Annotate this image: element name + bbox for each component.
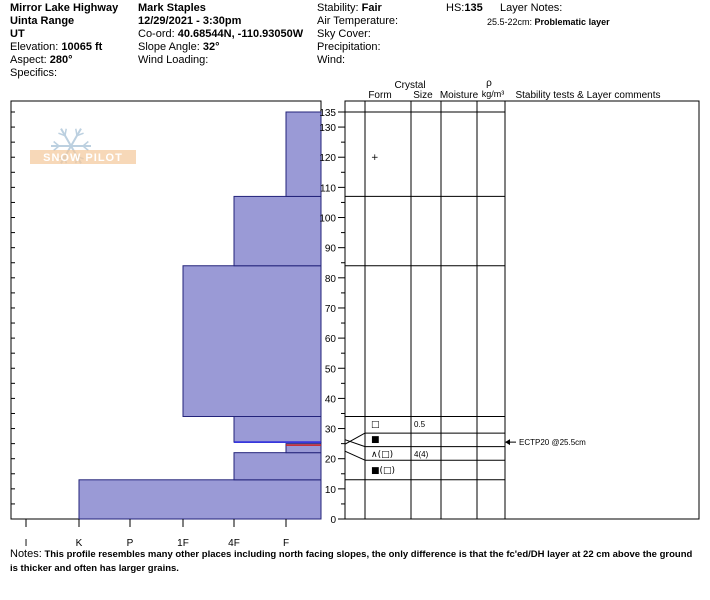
layer-boundary-connector	[345, 433, 365, 444]
hardness-bar	[183, 266, 321, 417]
notes-block	[10, 547, 700, 576]
crystal-header: Crystal	[394, 80, 426, 91]
grain-form-symbol: □	[371, 420, 380, 431]
wind-loading-label: Wind Loading:	[138, 54, 209, 66]
watermark-text: SNOW PILOT	[43, 152, 123, 164]
depth-tick-label: 50	[324, 364, 336, 376]
hardness-tick-label: F	[282, 538, 290, 549]
density-symbol-header: ρ	[486, 78, 492, 89]
notes-text: This profile resembles many other places including north facing slopes, the only difference is that the fc'ed/DH layer at 22 cm above the ground is thicker and often has larger grains.	[10, 549, 693, 574]
depth-tick-label: 60	[324, 334, 336, 346]
depth-tick-label: 110	[320, 183, 336, 195]
stability-label: Stability:	[317, 2, 359, 14]
hardness-bar	[79, 480, 321, 519]
hardness-tick-label: K	[75, 538, 83, 549]
wind-label: Wind:	[317, 54, 346, 66]
precipitation-label: Precipitation:	[317, 41, 381, 53]
stability-value: Fair	[361, 2, 382, 14]
layer-note-text: Problematic layer	[534, 17, 610, 27]
layer-note-range: 25.5-22cm:	[487, 17, 533, 27]
depth-tick-label: 70	[324, 303, 336, 315]
density-unit-header: kg/m³	[481, 89, 505, 99]
stability-test-arrowhead	[505, 439, 510, 445]
grain-form-symbol: ■	[371, 435, 380, 446]
hardness-bar	[234, 416, 321, 442]
coord-label: Co-ord:	[138, 28, 175, 40]
air-temperature-label: Air Temperature:	[317, 15, 399, 27]
size-header: Size	[413, 90, 433, 101]
hardness-tick-label: P	[126, 538, 134, 549]
layer-notes-label: Layer Notes:	[500, 2, 563, 14]
hardness-tick-label: 1F	[177, 538, 189, 549]
observation-datetime: 12/29/2021 - 3:30pm	[138, 15, 242, 27]
depth-tick-label: 0	[330, 515, 336, 526]
sky-cover-label: Sky Cover:	[317, 28, 371, 40]
grain-form-symbol: +	[371, 153, 379, 164]
slope-label: Slope Angle:	[138, 41, 200, 53]
form-header: Form	[368, 90, 392, 101]
elevation-label: Elevation:	[10, 41, 59, 53]
depth-tick-label: 135	[319, 108, 336, 119]
aspect-label: Aspect:	[10, 54, 47, 66]
hardness-bar	[234, 196, 321, 265]
grain-form-symbol: ■(□)	[371, 466, 396, 477]
watermark-flake-branch	[65, 129, 66, 136]
depth-tick-label: 80	[324, 273, 336, 285]
depth-tick-label: 90	[324, 243, 336, 255]
layer-boundary-connector	[345, 451, 365, 460]
watermark-flake-branch	[76, 129, 77, 136]
range-name: Uinta Range	[10, 15, 75, 27]
hardness-tick-label: 4F	[228, 538, 240, 549]
depth-tick-label: 100	[319, 213, 336, 225]
hardness-bar	[234, 453, 321, 480]
depth-tick-label: 30	[324, 424, 336, 436]
hardness-tick-label: I	[24, 538, 28, 549]
moisture-header: Moisture	[439, 90, 479, 101]
state-name: UT	[10, 28, 25, 40]
coord-value: 40.68544N, -110.93050W	[177, 28, 304, 40]
specifics-label: Specifics:	[10, 67, 58, 79]
aspect-value: 280°	[49, 54, 73, 66]
hs-label: HS:	[446, 2, 465, 14]
depth-tick-label: 120	[319, 153, 336, 165]
notes-label: Notes:	[10, 548, 42, 560]
depth-tick-label: 10	[324, 484, 336, 496]
depth-tick-label: 40	[324, 394, 336, 406]
stability-test-label: ECTP20 @25.5cm	[519, 438, 586, 448]
location-name: Mirror Lake Highway	[10, 2, 119, 14]
slope-value: 32°	[202, 41, 220, 53]
grain-size-value: 0.5	[414, 420, 426, 430]
hs-value: 135	[464, 2, 483, 14]
grain-form-symbol: ∧(□)	[371, 450, 394, 461]
layer-boundary-connector	[345, 440, 365, 447]
elevation-value: 10065 ft	[61, 41, 103, 53]
layer-table-frame	[345, 101, 699, 519]
depth-tick-label: 130	[319, 123, 336, 135]
grain-size-value: 4(4)	[414, 450, 429, 460]
depth-tick-label: 20	[324, 454, 336, 466]
hardness-bar	[286, 112, 321, 196]
comments-header: Stability tests & Layer comments	[515, 90, 661, 101]
observer-name: Mark Staples	[138, 2, 206, 14]
